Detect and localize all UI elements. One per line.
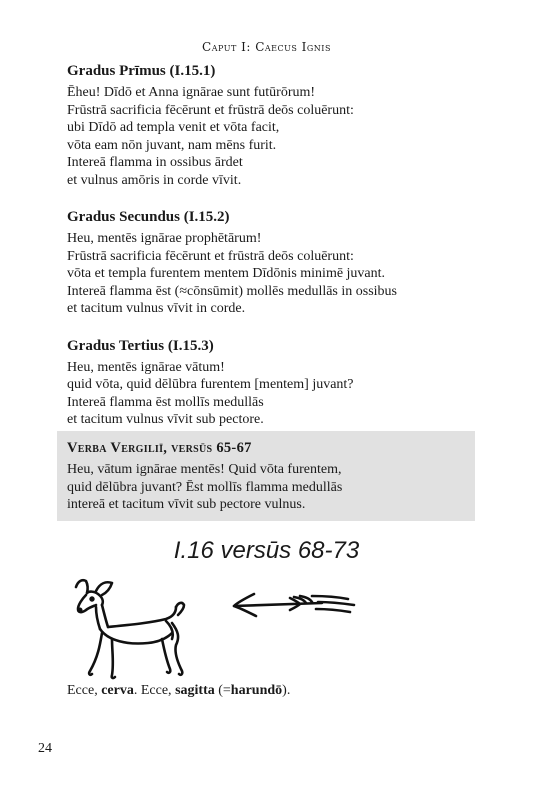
section-heading: Gradus Tertius (I.15.3): [67, 337, 214, 354]
section-gradus-secundus: [67, 208, 477, 318]
vergil-quote-box: [57, 431, 475, 521]
deer-drawing: [68, 573, 208, 683]
text-line: Frūstrā sacrificia fēcērunt et frūstrā deōs coluērunt:: [67, 102, 354, 118]
section-heading: Gradus Secundus (I.15.2): [67, 209, 230, 225]
text-line: Heu, mentēs ignārae prophētārum!: [67, 231, 262, 246]
text-line: quid vōta, quid dēlūbra furentem [mentem] juvant?: [67, 377, 354, 392]
text-line: Intereā flamma ēst (≈cōnsūmit) mollēs medullās in ossibus: [67, 283, 398, 299]
text-line: Ēheu! Dīdō et Anna ignārae sunt futūrōrum!: [67, 85, 316, 100]
caption-text: ).: [282, 683, 291, 698]
text-line: et vulnus amōris in corde vīvit.: [67, 172, 242, 188]
caption-bold-word: sagitta: [175, 683, 215, 698]
quote-line: intereā et tacitum vīvit sub pectore vulnus.: [67, 497, 306, 512]
quote-line: Heu, vātum ignārae mentēs! Quid vōta furentem,: [67, 462, 342, 477]
text-line: Intereā flamma in ossibus ārdet: [67, 155, 243, 170]
caption-text: . Ecce,: [133, 683, 176, 698]
text-line: Intereā flamma ēst mollīs medullās: [67, 394, 264, 410]
caption-bold-word: cerva: [101, 683, 134, 698]
page-number: 24: [38, 741, 52, 756]
box-heading: Verba Vergiliī, versūs 65-67: [67, 440, 252, 456]
text-line: Frūstrā sacrificia fēcērunt et frūstrā deōs coluērunt:: [67, 248, 354, 264]
text-line: vōta eam nōn juvant, nam mēns furit.: [67, 137, 277, 153]
text-line: et tacitum vulnus vīvit sub pectore.: [67, 412, 264, 427]
text-line: et tacitum vulnus vīvit in corde.: [67, 301, 246, 316]
subheading: I.16 versūs 68-73: [173, 537, 360, 564]
text-line: ubi Dīdō ad templa venit et vōta facit,: [67, 120, 280, 135]
caption-text: Ecce,: [67, 683, 102, 698]
text-line: Heu, mentēs ignārae vātum!: [67, 359, 225, 375]
illustration-caption: [67, 683, 290, 699]
quote-line: quid dēlūbra juvant? Ēst mollīs flamma medullās: [67, 479, 343, 495]
text-line: vōta et templa furentem mentem Dīdōnis minimē juvant.: [67, 266, 386, 281]
caption-text: (=: [214, 683, 231, 698]
arrow-drawing: [230, 588, 360, 623]
section-gradus-primus: [67, 62, 477, 189]
running-head: Caput I: Caecus Ignis: [202, 40, 331, 54]
main-content: [67, 62, 477, 448]
section-heading: Gradus Prīmus (I.15.1): [67, 63, 216, 79]
section-gradus-tertius: [67, 337, 477, 429]
caption-bold-word: harundō: [230, 683, 283, 698]
